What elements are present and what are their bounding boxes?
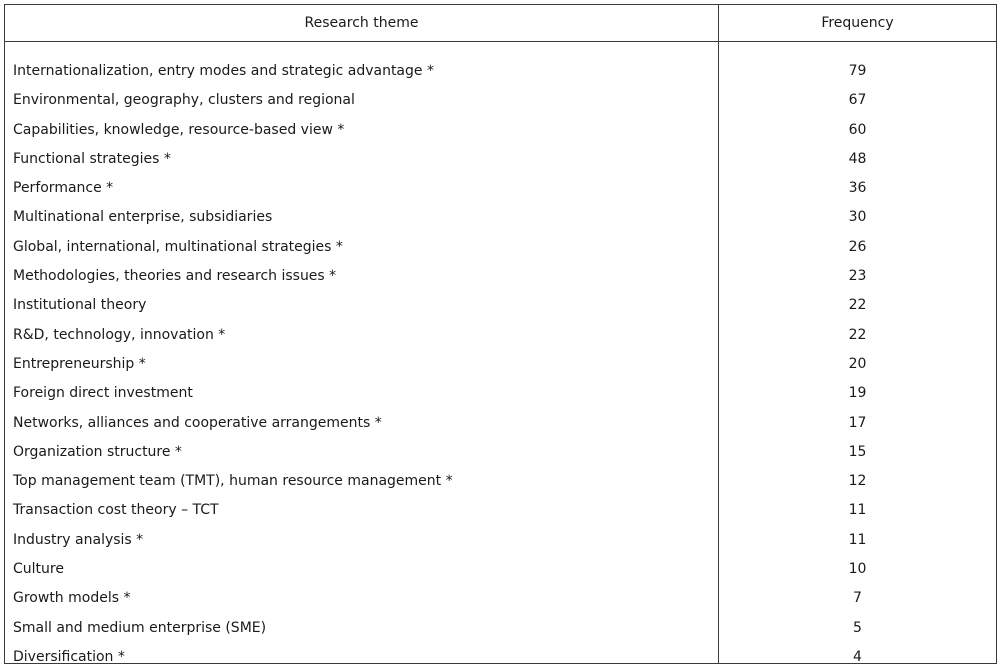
table-row-theme: Transaction cost theory – TCT [13,502,219,519]
table-row-theme: Culture [13,561,64,578]
table-row-theme: Methodologies, theories and research issues * [13,268,337,285]
table-row-theme: Internationalization, entry modes and strategic advantage * [13,63,434,79]
table-row-frequency: 79 [848,63,867,79]
table-row-theme: Capabilities, knowledge, resource-based view * [13,121,345,138]
table-row-frequency: 22 [848,326,867,343]
table-row-theme: Multinational enterprise, subsidiaries [13,209,273,226]
table-row-frequency: 12 [848,473,867,490]
table-row-theme: Performance * [13,180,114,197]
table-row-frequency: 36 [848,180,867,197]
header-research-theme: Research theme [5,5,719,41]
table-row-frequency: 10 [848,561,867,578]
table-header-row [5,5,996,42]
table-row-frequency: 5 [853,619,862,636]
theme-column [5,42,719,663]
table-row-frequency: 11 [848,502,867,519]
table-row-theme: Global, international, multinational strategies * [13,238,343,255]
table-row-theme: Networks, alliances and cooperative arrangements * [13,414,382,431]
header-frequency: Frequency [821,15,894,31]
table-row-frequency: 17 [848,414,867,431]
table-row-frequency: 67 [848,92,867,109]
table-body [5,42,996,663]
table-row-frequency: 22 [848,297,867,314]
table-row-theme: R&D, technology, innovation * [13,326,226,343]
table-row-frequency: 15 [848,443,867,460]
table-row-theme: Diversification * [13,648,125,665]
table-row-frequency: 20 [848,355,867,372]
table-row-frequency: 11 [848,531,867,548]
table-row-theme: Growth models * [13,590,131,607]
table-row-theme: Entrepreneurship * [13,355,146,372]
table-row-frequency: 48 [848,150,867,167]
table-row-theme: Environmental, geography, clusters and regional [13,92,355,109]
table-row-theme: Top management team (TMT), human resource management * [13,473,453,490]
table-row-frequency: 60 [848,121,867,138]
table-row-theme: Small and medium enterprise (SME) [13,619,267,636]
table-row-frequency: 7 [853,590,862,607]
table-row-theme: Organization structure * [13,443,182,460]
research-theme-table [4,4,997,664]
table-row-theme: Functional strategies * [13,150,171,167]
frequency-column [719,42,996,663]
table-row-theme: Institutional theory [13,297,147,314]
table-row-theme: Foreign direct investment [13,385,193,402]
table-row-frequency: 19 [848,385,867,402]
table-row-frequency: 26 [848,238,867,255]
table-row-frequency: 30 [848,209,867,226]
table-row-frequency: 23 [848,268,867,285]
table-row-theme: Industry analysis * [13,531,144,548]
table-row-frequency: 4 [853,648,862,665]
